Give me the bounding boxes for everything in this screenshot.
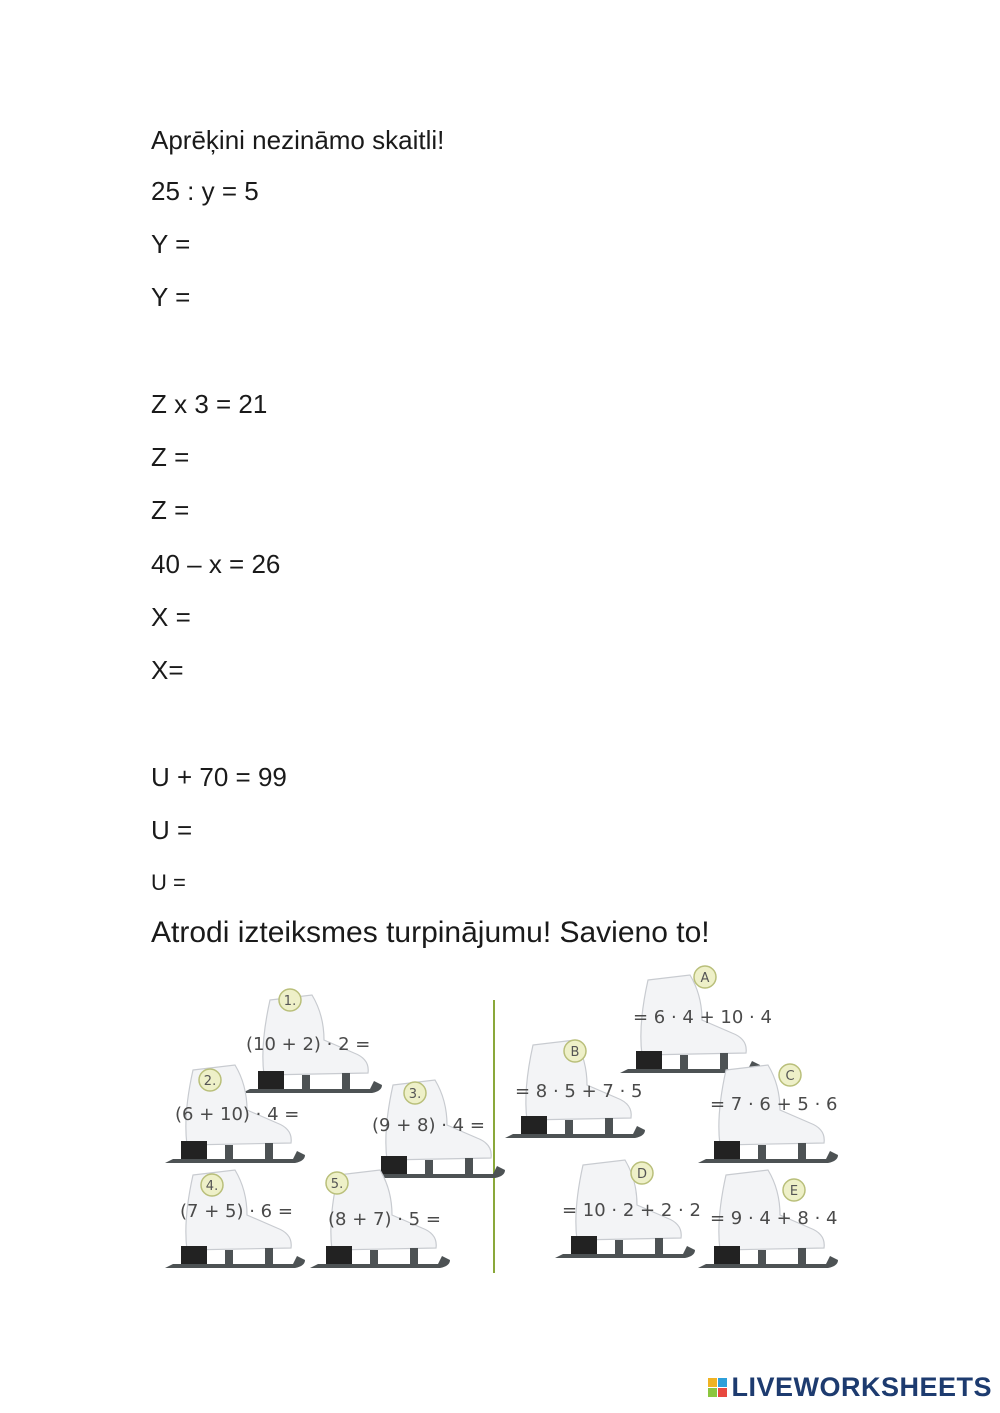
skate-blade-post [410, 1248, 418, 1266]
skate-blade-post [605, 1118, 613, 1136]
skate-heel [258, 1071, 284, 1089]
right-skate [698, 1170, 838, 1268]
skate-heel [181, 1246, 207, 1264]
skate-blade-post [798, 1143, 806, 1161]
liveworksheets-footer [708, 1372, 992, 1403]
skate-badge-label: B [570, 1045, 580, 1060]
skate-heel [636, 1051, 662, 1069]
footer-brand: LIVEWORKSHEETS [731, 1372, 992, 1402]
right-skate [505, 1040, 645, 1138]
skate-blade-post [265, 1248, 273, 1266]
skate-expression: (6 + 10) · 4 = [175, 1104, 300, 1125]
left-skate [365, 1080, 505, 1178]
equation-line: 25 : y = 5 [151, 176, 259, 206]
skate-blade-post [425, 1160, 433, 1176]
skate-badge-label: A [700, 971, 710, 986]
skate-badge-label: D [636, 1167, 648, 1182]
skate-expression: (9 + 8) · 4 = [372, 1115, 485, 1136]
skate-blade-post [225, 1250, 233, 1266]
skate-badge [279, 989, 301, 1011]
skate-badge [201, 1174, 223, 1196]
equation-line: U + 70 = 99 [151, 762, 287, 792]
skate-badge [631, 1162, 653, 1184]
answer-line: Y = [151, 282, 191, 312]
skate-badge-label: 5. [330, 1177, 344, 1192]
skate-blade-post [370, 1250, 378, 1266]
left-skate [310, 1170, 450, 1268]
skate-badge [564, 1040, 586, 1062]
skate-blade-post [342, 1073, 350, 1091]
skate-expression: (7 + 5) · 6 = [180, 1201, 293, 1222]
skate-badge [783, 1179, 805, 1201]
skate-badge-label: 1. [283, 994, 297, 1009]
skate-badge [694, 966, 716, 988]
equation-line: 40 – x = 26 [151, 549, 281, 579]
task1-title: Aprēķini nezināmo skaitli! [151, 125, 445, 155]
skate-badge-label: 4. [205, 1179, 219, 1194]
skate-expression: = 6 · 4 + 10 · 4 [633, 1007, 772, 1028]
skate-badge [326, 1172, 348, 1194]
skate-badge [404, 1082, 426, 1104]
task2-title: Atrodi izteiksmes turpinājumu! Savieno to! [151, 916, 710, 949]
skate-blade-post [302, 1075, 310, 1091]
skate-blade-post [465, 1158, 473, 1176]
skate-badge-label: 2. [203, 1074, 217, 1089]
equation-line: Z x 3 = 21 [151, 389, 268, 419]
skate-heel [326, 1246, 352, 1264]
skate-blade-post [680, 1055, 688, 1071]
skate-expression: = 8 · 5 + 7 · 5 [515, 1081, 643, 1102]
skate-badge-label: E [789, 1184, 799, 1199]
skate-heel [571, 1236, 597, 1254]
skate-badge [199, 1069, 221, 1091]
right-skate [555, 1160, 701, 1258]
skate-blade-post [798, 1248, 806, 1266]
skates-matching-illustration [150, 965, 840, 1280]
skate-heel [714, 1141, 740, 1159]
skate-expression: = 7 · 6 + 5 · 6 [710, 1094, 838, 1115]
skate-heel [381, 1156, 407, 1174]
answer-line: Y = [151, 229, 191, 259]
left-skate [165, 1170, 305, 1268]
answer-line: Z = [151, 495, 190, 525]
answer-line: X= [151, 655, 184, 685]
skate-blade-post [758, 1250, 766, 1266]
answer-line: U = [151, 870, 186, 895]
skate-blade-post [565, 1120, 573, 1136]
skate-blade-post [720, 1053, 728, 1071]
skate-badge [779, 1064, 801, 1086]
skate-badge-label: 3. [408, 1087, 422, 1102]
left-skate [242, 989, 382, 1093]
skate-heel [181, 1141, 207, 1159]
skate-blade-post [225, 1145, 233, 1161]
answer-line: X = [151, 602, 191, 632]
skate-blade-post [758, 1145, 766, 1161]
answer-line: U = [151, 815, 193, 845]
skate-expression: = 10 · 2 + 2 · 2 [562, 1200, 701, 1221]
right-skate [620, 966, 772, 1073]
skate-heel [521, 1116, 547, 1134]
skate-blade-post [265, 1143, 273, 1161]
liveworksheets-logo-icon [708, 1378, 727, 1397]
skate-expression: = 9 · 4 + 8 · 4 [710, 1208, 838, 1229]
skate-blade-post [655, 1238, 663, 1256]
answer-line: Z = [151, 442, 190, 472]
skate-badge-label: C [785, 1069, 795, 1084]
skate-expression: (10 + 2) · 2 = [246, 1034, 371, 1055]
skate-blade-post [615, 1240, 623, 1256]
skate-heel [714, 1246, 740, 1264]
right-skate [698, 1064, 838, 1163]
skate-expression: (8 + 7) · 5 = [328, 1209, 441, 1230]
